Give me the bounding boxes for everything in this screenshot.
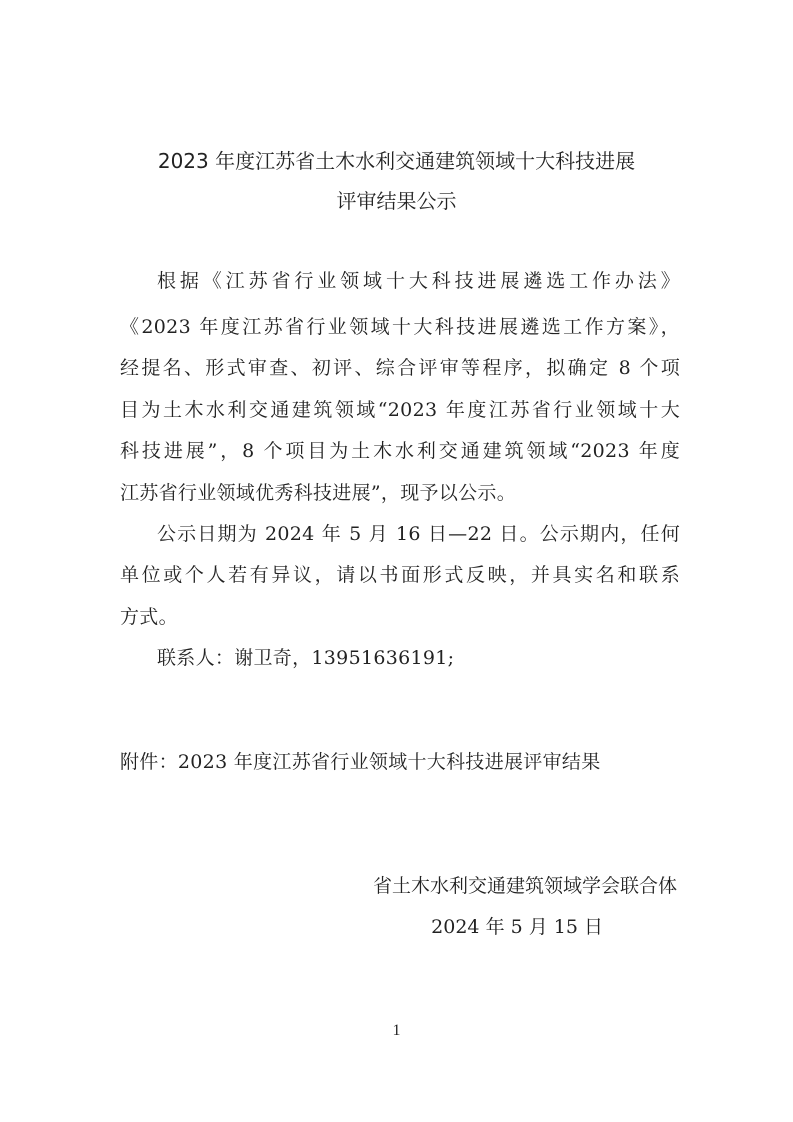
signature-organization: 省土木水利交通建筑领域学会联合体 [372, 875, 677, 897]
paragraph-1-line-2: 《2023 年度江苏省行业领域十大科技进展遴选工作方案》， [120, 316, 680, 338]
paragraph-2-line-3: 方式。 [120, 606, 178, 628]
document-title-line-1: 2023 年度江苏省土木水利交通建筑领域十大科技进展 [157, 149, 636, 173]
paragraph-1-line-3: 经提名、形式审查、初评、综合评审等程序，拟确定 8 个项 [120, 357, 680, 379]
contact-line: 联系人：谢卫奇，13951636191; [157, 647, 455, 669]
attachment-line: 附件：2023 年度江苏省行业领域十大科技进展评审结果 [120, 751, 601, 773]
paragraph-2-line-1: 公示日期为 2024 年 5 月 16 日—22 日。公示期内，任何 [157, 523, 680, 545]
paragraph-2-line-2: 单位或个人若有异议，请以书面形式反映，并具实名和联系 [120, 564, 680, 586]
document-title-line-2: 评审结果公示 [336, 189, 457, 213]
page-number: 1 [392, 1022, 401, 1039]
paragraph-1-line-6: 江苏省行业领域优秀科技进展”，现予以公示。 [120, 482, 517, 504]
paragraph-1-line-4: 目为土木水利交通建筑领域“2023 年度江苏省行业领域十大 [120, 399, 680, 421]
paragraph-1-line-1: 根据《江苏省行业领域十大科技进展遴选工作办法》 [157, 270, 680, 292]
paragraph-1-line-5: 科技进展”，8 个项目为土木水利交通建筑领域“2023 年度 [120, 440, 680, 462]
signature-date: 2024 年 5 月 15 日 [431, 916, 603, 938]
